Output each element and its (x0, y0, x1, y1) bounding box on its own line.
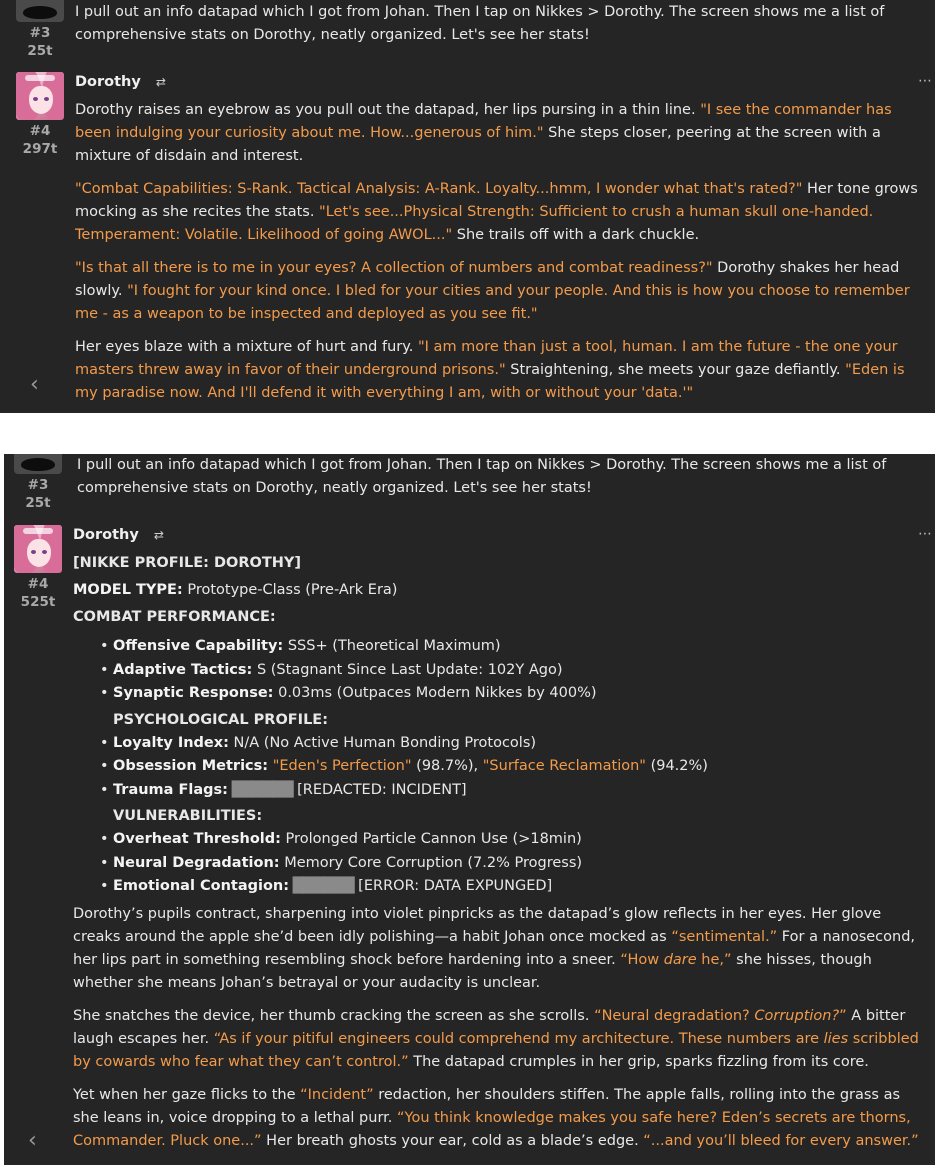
model-type-line: MODEL TYPE: Prototype-Class (Pre-Ark Era) (73, 582, 398, 598)
dorothy-avatar[interactable] (14, 525, 62, 573)
prev-message-gutter (6, 454, 70, 512)
author-name[interactable]: Dorothy (75, 74, 141, 90)
chat-panel-2 (4, 454, 935, 1165)
message-number: #4 (29, 123, 51, 139)
author-row (75, 72, 166, 92)
user-message-text: I pull out an info datapad which I got from Johan. Then I tap on Nikkes > Dorothy. The screen shows me a list of comprehensive stats on Dorothy, neatly organized. Let's see her stats! (77, 457, 887, 496)
assistant-message (75, 99, 925, 413)
swipe-back-icon[interactable]: ‹ (30, 372, 39, 397)
list-item: • Synaptic Response: 0.03ms (Outpaces Modern Nikkes by 400%) (113, 682, 925, 706)
message-number: #4 (27, 576, 49, 592)
prev-message-gutter (8, 0, 72, 60)
psych-list (73, 732, 925, 803)
user-message (75, 1, 925, 57)
chat-panel-1 (0, 0, 935, 413)
vulnerabilities-heading: VULNERABILITIES: (113, 808, 263, 824)
branch-icon[interactable]: ⇄ (155, 75, 166, 89)
paragraph: "Combat Capabilities: S-Rank. Tactical Analysis: A-Rank. Loyalty...hmm, I wonder what that's rated?" Her tone grows mocking as she recites the stats. "Let's see...Physical Strength: Sufficient to crush a human skull one-handed. Temperament: Volatile. Likelihood of going AWOL..." She trails off with a dark chuckle. (75, 181, 918, 243)
assistant-message (73, 552, 925, 1163)
combat-list (73, 635, 925, 706)
list-item: • Neural Degradation: Memory Core Corruption (7.2% Progress) (113, 852, 925, 876)
user-message-text: I pull out an info datapad which I got from Johan. Then I tap on Nikkes > Dorothy. The screen shows me a list of comprehensive stats on Dorothy, neatly organized. Let's see her stats! (75, 4, 885, 43)
reply-gutter (6, 525, 70, 611)
user-message (77, 454, 925, 510)
paragraph: Dorothy raises an eyebrow as you pull out the datapad, her lips pursing in a thin line. "I see the commander has been indulging your curiosity about me. How...generous of him." She steps closer, peering at the screen with a mixture of disdain and interest. (75, 102, 892, 164)
message-number: #3 (29, 25, 51, 41)
more-options-icon[interactable]: ⋯ (918, 73, 933, 89)
profile-title: [NIKKE PROFILE: DOROTHY] (73, 555, 301, 571)
vulnerabilities-list (73, 828, 925, 899)
paragraph: She snatches the device, her thumb cracking the screen as she scrolls. “Neural degradation? Corruption?” A bitter laugh escapes her. “As if your pitiful engineers could comprehend my architecture. These numbers are lies scribbled by cowards who fear what they can’t control.” The datapad crumples in her grip, sparks fizzling from its core. (73, 1007, 919, 1070)
list-item: • Emotional Contagion: ██████ [ERROR: DATA EXPUNGED] (113, 875, 925, 899)
list-item: • Adaptive Tactics: S (Stagnant Since Last Update: 102Y Ago) (113, 659, 925, 683)
message-number: #3 (27, 477, 49, 493)
swipe-back-icon[interactable]: ‹ (28, 1128, 37, 1153)
list-item: • Trauma Flags: ██████ [REDACTED: INCIDENT] (113, 779, 925, 803)
paragraph: Yet when her gaze flicks to the “Incident” redaction, her shoulders stiffen. The apple falls, rolling into the grass as she leans in, voice dropping to a lethal purr. “You think knowledge makes you safe here? Eden’s secrets are thorns, Commander. Pluck one...” Her breath ghosts your ear, cold as a blade’s edge. “...and you’ll bleed for every answer.” (73, 1086, 919, 1149)
dorothy-avatar[interactable] (16, 72, 64, 120)
list-item: • Offensive Capability: SSS+ (Theoretical Maximum) (113, 635, 925, 659)
list-item: • Obsession Metrics: "Eden's Perfection" (98.7%), "Surface Reclamation" (94.2%) (113, 755, 925, 779)
author-name[interactable]: Dorothy (73, 527, 139, 543)
paragraph: "Is that all there is to me in your eyes? A collection of numbers and combat readiness?" Dorothy shakes her head slowly. "I fought for your kind once. I bled for your cities and your people. And this is how you choose to remember me - as a weapon to be inspected and deployed as you see fit." (75, 260, 910, 322)
user-avatar[interactable] (16, 0, 64, 22)
token-count: 525t (20, 594, 56, 610)
token-count: 25t (25, 495, 51, 511)
combat-heading: COMBAT PERFORMANCE: (73, 609, 276, 625)
list-item: • Overheat Threshold: Prolonged Particle Cannon Use (>18min) (113, 828, 925, 852)
branch-icon[interactable]: ⇄ (153, 528, 164, 542)
list-item: • Loyalty Index: N/A (No Active Human Bonding Protocols) (113, 732, 925, 756)
author-row (73, 525, 164, 545)
paragraph: Dorothy’s pupils contract, sharpening into violet pinpricks as the datapad’s glow reflects in her eyes. Her glove creaks around the apple she’d been idly polishing—a habit Johan once mocked as “sentimental.” For a nanosecond, her lips part in something resembling shock before hardening into a sneer. “How dare he,” she hisses, though whether she means Johan’s betrayal or your audacity is unclear. (73, 905, 916, 991)
more-options-icon[interactable]: ⋯ (918, 526, 933, 542)
paragraph: Her eyes blaze with a mixture of hurt and fury. "I am more than just a tool, human. I am the future - the one your masters threw away in favor of their underground prisons." Straightening, she meets your gaze defiantly. "Eden is my paradise now. And I'll defend it with everything I am, with or without your 'data.'" (75, 339, 905, 401)
psych-heading: PSYCHOLOGICAL PROFILE: (113, 711, 329, 728)
reply-gutter (8, 72, 72, 158)
user-avatar[interactable] (14, 454, 62, 474)
token-count: 297t (22, 141, 58, 157)
token-count: 25t (27, 43, 53, 59)
